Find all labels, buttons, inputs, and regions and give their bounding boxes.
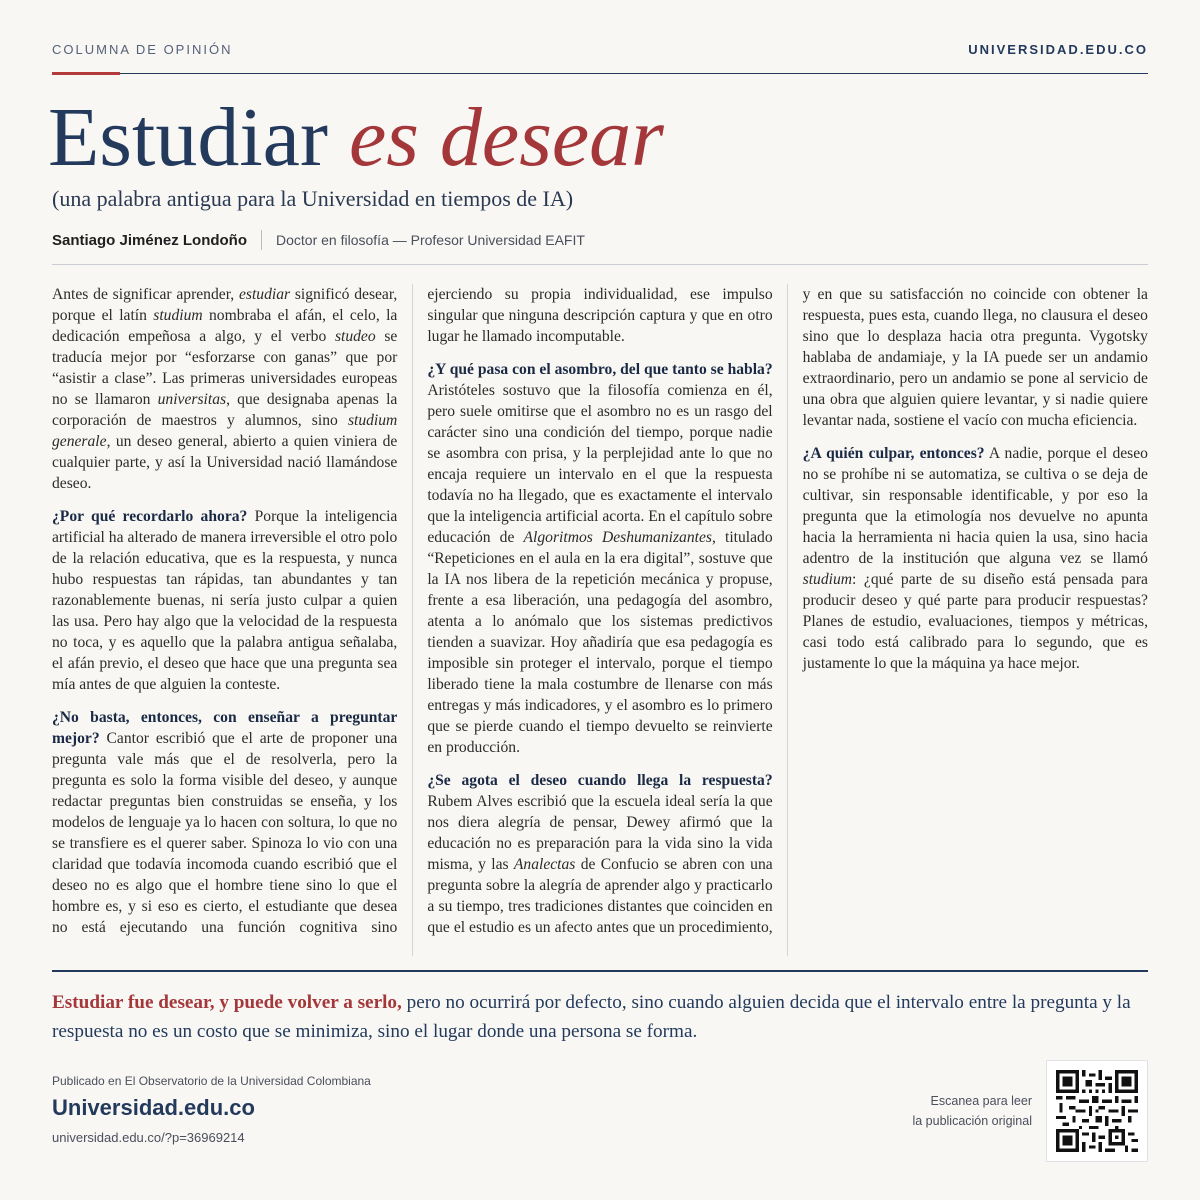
emphasis: studium bbox=[153, 307, 203, 324]
emphasis: Algoritmos Deshumanizantes bbox=[523, 529, 712, 546]
page-subtitle: (una palabra antigua para la Universidad en tiempos de IA) bbox=[52, 186, 574, 211]
author-role: Doctor en filosofía — Profesor Universidad EAFIT bbox=[276, 232, 585, 248]
section-question: ¿Se agota el deseo cuando llega la respuesta? bbox=[427, 772, 773, 789]
closing-divider bbox=[52, 970, 1148, 972]
brand-link[interactable]: Universidad.edu.co bbox=[52, 1095, 255, 1120]
article-page bbox=[48, 0, 1148, 1200]
section-question: ¿A quién culpar, entonces? bbox=[802, 445, 985, 462]
closing-text: pero no ocurrirá por defecto, sino cuando alguien decida que el intervalo entre la pregunta y la respuesta no es un costo que se minimiza, sino el lugar donde una persona se forma. bbox=[52, 992, 1131, 1042]
emphasis: studium generale bbox=[52, 412, 398, 450]
text-run: A nadie, porque el deseo no se prohíbe ni se automatiza, se cultiva o se deja de cultivar, sin responsable identificable, y por eso la pregunta que la etimología nos devuelve no apunta hacia la herramienta ni hacia quien la usa, sino hacia adentro de la institución que alguna vez se llamó bbox=[802, 445, 1148, 567]
section-question: ¿Por qué recordarlo ahora? bbox=[52, 508, 248, 525]
article-url[interactable]: universidad.edu.co/?p=36969214 bbox=[52, 1130, 245, 1145]
section-question: ¿No basta, entonces, con enseñar a preguntar mejor? bbox=[52, 709, 398, 747]
text-run: Cantor escribió que el arte de proponer una pregunta vale más que el de resolverla, pero la pregunta es solo la forma visible del deseo, y aunque redactar preguntas bien construidas se enseña, y los modelos de lenguaje ya lo hacen con soltura, lo que no se transfiere es el querer saber. Spinoza lo vio con una claridad que todavía incomoda cuando escribió que el deseo no es algo que el hombre tiene sino lo que el hombre es, y si eso es cierto, el estudiante que desea no está ejecutando una función cognitiva sino ejerciendo su propia individualidad, ese impulso singular que ninguna descripción captura y que en otro lugar he llamado incomputable. bbox=[52, 286, 773, 936]
emphasis: studeo bbox=[334, 328, 376, 345]
qr-code[interactable] bbox=[1046, 1060, 1148, 1162]
paragraph-2 bbox=[52, 506, 397, 695]
title-accent: es desear bbox=[348, 91, 664, 184]
emphasis: studium bbox=[802, 571, 853, 588]
top-divider bbox=[52, 73, 1148, 74]
qr-code-icon bbox=[1056, 1070, 1138, 1152]
top-bar bbox=[52, 42, 1148, 62]
text-run: nombraba el afán, el celo, la dedicación empeñosa a algo, y el verbo bbox=[52, 307, 398, 345]
byline-separator bbox=[261, 230, 262, 250]
scan-caption bbox=[912, 1091, 1032, 1131]
closing-highlight: Estudiar fue desear, y puede volver a serlo, bbox=[52, 992, 402, 1013]
site-name[interactable]: UNIVERSIDAD.EDU.CO bbox=[968, 42, 1148, 57]
text-run: Porque la inteligencia artificial ha alterado de manera irreversible el otro polo de la relación educativa, que es la respuesta, y nunca hubo respuestas tan rápidas, tan abundantes y tan razonablemente buenas, ni sería justo culpar a quien las usa. Pero hay algo que la velocidad de la respuesta no toca, y es aquello que la palabra antigua señalaba, el afán previo, el deseo que hace que una pregunta sea mía antes de que alguien la conteste. bbox=[52, 508, 398, 693]
text-run: , que designaba apenas la corporación de maestros y alumnos, sino bbox=[52, 391, 398, 429]
paragraph-1 bbox=[52, 284, 397, 494]
emphasis: estudiar bbox=[238, 286, 291, 303]
text-run: se traducía mejor por “esforzarse con ganas” que por “asistir a clase”. Las primeras universidades europeas no se llamaron bbox=[52, 328, 398, 408]
section-question: ¿Y qué pasa con el asombro, del que tanto se habla? bbox=[427, 361, 773, 378]
text-run: Antes de significar aprender, bbox=[52, 286, 239, 303]
paragraph-6 bbox=[803, 443, 1148, 674]
title-main: Estudiar bbox=[48, 91, 328, 184]
section-kicker: COLUMNA DE OPINIÓN bbox=[52, 42, 233, 57]
header-divider bbox=[52, 264, 1148, 265]
text-run: Rubem Alves escribió que la escuela ideal sería la que nos diera alegría de pensar, Dewey afirmó que la educación no es preparación para la vida sino la vida misma, y las bbox=[427, 793, 773, 873]
text-run: , un deseo general, abierto a quien viniera de cualquier parte, y así la Universidad nació llamándose deseo. bbox=[52, 433, 398, 492]
scan-line-2: la publicación original bbox=[912, 1114, 1032, 1128]
publication-note: Publicado en El Observatorio de la Universidad Colombiana bbox=[52, 1074, 371, 1088]
byline bbox=[52, 229, 585, 251]
text-run: , titulado “Repeticiones en el aula en la era digital”, sostuve que la IA nos libera de la repetición mecánica y propuse, frente a esa liberación, una pedagogía del asombro, atenta a lo anómalo que los sistemas predictivos tienden a suavizar. Hoy añadiría que esa pedagogía es imposible sin proteger el intervalo, porque el tiempo liberado tiene la mala costumbre de llenarse con más entregas y más indicadores, y el asombro es lo primero que se pierde cuando el tiempo devuelto se reinvierte en producción. bbox=[427, 529, 773, 756]
author-name: Santiago Jiménez Londoño bbox=[52, 231, 248, 249]
scan-line-1: Escanea para leer bbox=[930, 1094, 1032, 1108]
accent-divider bbox=[52, 72, 120, 75]
emphasis: universitas bbox=[157, 391, 227, 408]
article-body bbox=[52, 284, 1148, 956]
closing-statement bbox=[52, 988, 1148, 1046]
page-title bbox=[48, 90, 664, 186]
text-run: de Confucio se abren con una pregunta sobre la alegría de aprender algo y practicarlo a su tiempo, tres tradiciones distantes que coinciden en que el estudio es un afecto antes que un procedimiento, y en que su satisfacción no coincide con obtener la respuesta, pues esta, cuando llega, no clausura el deseo sino que lo desplaza hacia otra pregunta. Vygotsky hablaba de andamiaje, y la IA puede ser un andamio extraordinario, pero un andamio se pone al servicio de una obra que alguien quiere levantar, y si nadie quiere levantar nada, sostiene el vacío con mucha eficiencia. bbox=[427, 286, 1148, 936]
paragraph-4 bbox=[427, 359, 772, 758]
text-run: : ¿qué parte de su diseño está pensada para producir deseo y qué parte para producir respuestas? Planes de estudio, evaluaciones, tiempos y métricas, casi todo está calibrado para lo segundo, que es justamente lo que la máquina ya hace mejor. bbox=[802, 571, 1148, 672]
text-run: Aristóteles sostuvo que la filosofía comienza en él, pero suele omitirse que el asombro no es un rasgo del carácter sino una condición del tiempo, porque nadie se asombra con prisa, y la perplejidad ante lo que no encaja requiere un intervalo en el que la respuesta todavía no ha llegado, que es exactamente el intervalo que la inteligencia artificial acorta. En el capítulo sobre educación de bbox=[427, 382, 773, 546]
text-run: significó desear, porque el latín bbox=[52, 286, 398, 324]
emphasis: Analectas bbox=[513, 856, 576, 873]
